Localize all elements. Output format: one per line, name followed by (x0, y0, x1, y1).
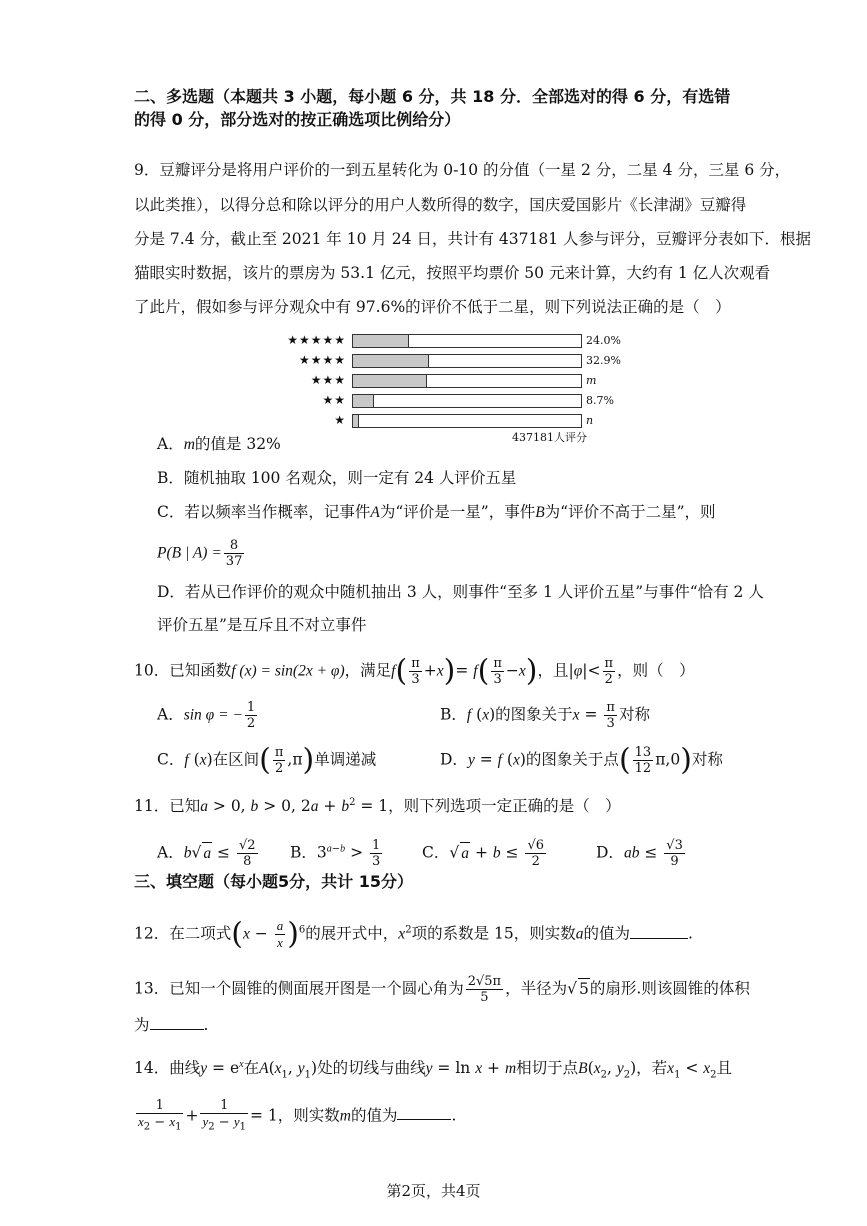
q9-option-b[interactable]: B．随机抽取 100 名观众，则一定有 24 人评价五星 (157, 469, 517, 487)
section-heading-fill-blank: 三、填空题（每小题5分，共计 15分） (134, 872, 413, 891)
chart-bar-track (352, 374, 582, 388)
chart-bar-track (352, 394, 582, 408)
section-heading-multiple-choice: 二、多选题（本题共 3 小题，每小题 6 分，共 18 分．全部选对的得 6 分，有选错 (134, 87, 731, 106)
chart-category-label: ★★★ (310, 373, 346, 387)
q9-option-c-formula: P(B | A) = $\frac{8}{37}$ (157, 538, 243, 569)
q11-stem: 11．已知a > 0, b > 0, $2a + b^2 = 1$，则下列选项一定正确的是（ ） (134, 797, 621, 816)
var-m: m (183, 436, 195, 453)
chart-bar (353, 335, 409, 347)
q9-option-d[interactable]: D．若从已作评价的观众中随机抽出 3 人，则事件“至多 1 人评价五星”与事件“恰有 2 人 (157, 583, 764, 601)
chart-category-label: ★★★★ (298, 353, 346, 367)
section-heading-multiple-choice-line2: 的得 0 分，部分选对的按正确选项比例给分） (134, 110, 461, 129)
q13-text: 13．已知一个圆锥的侧面展开图是一个圆心角为 $\frac{2√5\pi}{5}$ ，半径为√ 5的扇形.则该圆锥的体积 (134, 974, 750, 1005)
chart-data-label: n (586, 414, 594, 427)
q9-text-line1: 9．豆瓣评分是将用户评价的一到五星转化为 0-10 的分值（一星 2 分，二星 4 分，三星 6 分， (134, 161, 791, 179)
q14-answer-blank[interactable] (397, 1105, 451, 1120)
q10-option-c[interactable]: C．f (x)在区间( $\frac{\pi}{2}$ ,π)单调递减 (157, 742, 377, 778)
chart-bar (353, 375, 427, 387)
chart-bar (353, 415, 359, 427)
q9-text-line5: 了此片，假如参与评分观众中有 97.6%的评价不低于二星，则下列说法正确的是（ ） (134, 298, 731, 316)
q12-answer-blank[interactable] (630, 924, 688, 939)
q11-option-d[interactable]: D．ab ≤ $\frac{√3}{9}$ (596, 838, 683, 869)
chart-data-label: 32.9% (586, 354, 621, 367)
chart-data-label: 24.0% (586, 334, 621, 347)
q13-answer-blank[interactable] (150, 1015, 204, 1030)
q11-option-c[interactable]: C．√ a + b ≤ $\frac{√6}{2}$ (422, 838, 545, 869)
q10-option-b[interactable]: B．f (x)的图象关于x = $\frac{\pi}{3}$ 对称 (440, 700, 650, 731)
chart-bar (353, 395, 374, 407)
page-footer: 第2页，共4页 (386, 1182, 481, 1200)
q14-text-line2: $\frac{1}{x_2 - x_1}$ + $\frac{1}{y_2 - y_1}$ = 1，则实数m的值为 . (138, 1098, 457, 1133)
chart-category-label: ★★ (322, 393, 346, 407)
chart-bar-track (352, 354, 582, 368)
q14-text: 14．曲线$y = e^x$在$A(x_1$, $y_1$)处的切线与曲线y = ln x + m相切于点$B(x_2$, $y_2$)，若$x_1 < x_2$且 (134, 1059, 733, 1081)
q11-option-a[interactable]: A．b√ a ≤ $\frac{√2}{8}$ (157, 838, 256, 869)
q9-option-c[interactable]: C．若以频率当作概率，记事件A为“评价是一星”，事件B为“评价不高于二星”，则 (157, 503, 716, 521)
chart-data-label: m (586, 374, 597, 387)
q9-text-line4: 猫眼实时数据，该片的票房为 53.1 亿元，按照平均票价 50 元来计算，大约有 1 亿人次观看 (134, 264, 771, 282)
q12-text: 12．在二项式(x − $\frac{a}{x}$ )$^6$的展开式中，$x^2$项的系数是 15，则实数a的值为 . (134, 916, 693, 952)
q10-option-a[interactable]: A．sin φ = − $\frac{1}{2}$ (157, 700, 256, 731)
q9-option-a[interactable]: A．m的值是 32% (157, 435, 281, 453)
q9-option-d-line2: 评价五星”是互斥且不对立事件 (157, 616, 367, 634)
chart-category-label: ★ (334, 413, 346, 427)
q10-stem: 10．已知函数f (x) = sin(2x + φ)，满足f( $\frac{\pi}{3}$ +x)= f( $\frac{\pi}{3}$ −x)，且|φ|< $\frac{\pi}{2}$ ，则（ ） (134, 653, 695, 689)
chart-bar-track (352, 414, 582, 428)
chart-data-label: 8.7% (586, 394, 614, 407)
chart-category-label: ★★★★★ (287, 333, 346, 347)
chart-footnote: 437181人评分 (512, 431, 587, 444)
chart-bar (353, 355, 429, 367)
q13-text-line2: 为 . (134, 1016, 209, 1034)
chart-bar-track (352, 334, 582, 348)
q11-option-b[interactable]: B．$3^{a-b}$ > $\frac{1}{3}$ (290, 838, 381, 869)
q9-text-line3: 分是 7.4 分，截止至 2021 年 10 月 24 日，共计有 437181 人参与评分，豆瓣评分表如下．根据 (134, 230, 811, 248)
q10-option-d[interactable]: D．y = f (x)的图象关于点( $\frac{13}{12}$ π,0)对称 (440, 742, 723, 778)
q9-text-line2: 以此类推），以得分总和除以评分的用户人数所得的数字，国庆爱国影片《长津湖》豆瓣得 (134, 196, 747, 214)
